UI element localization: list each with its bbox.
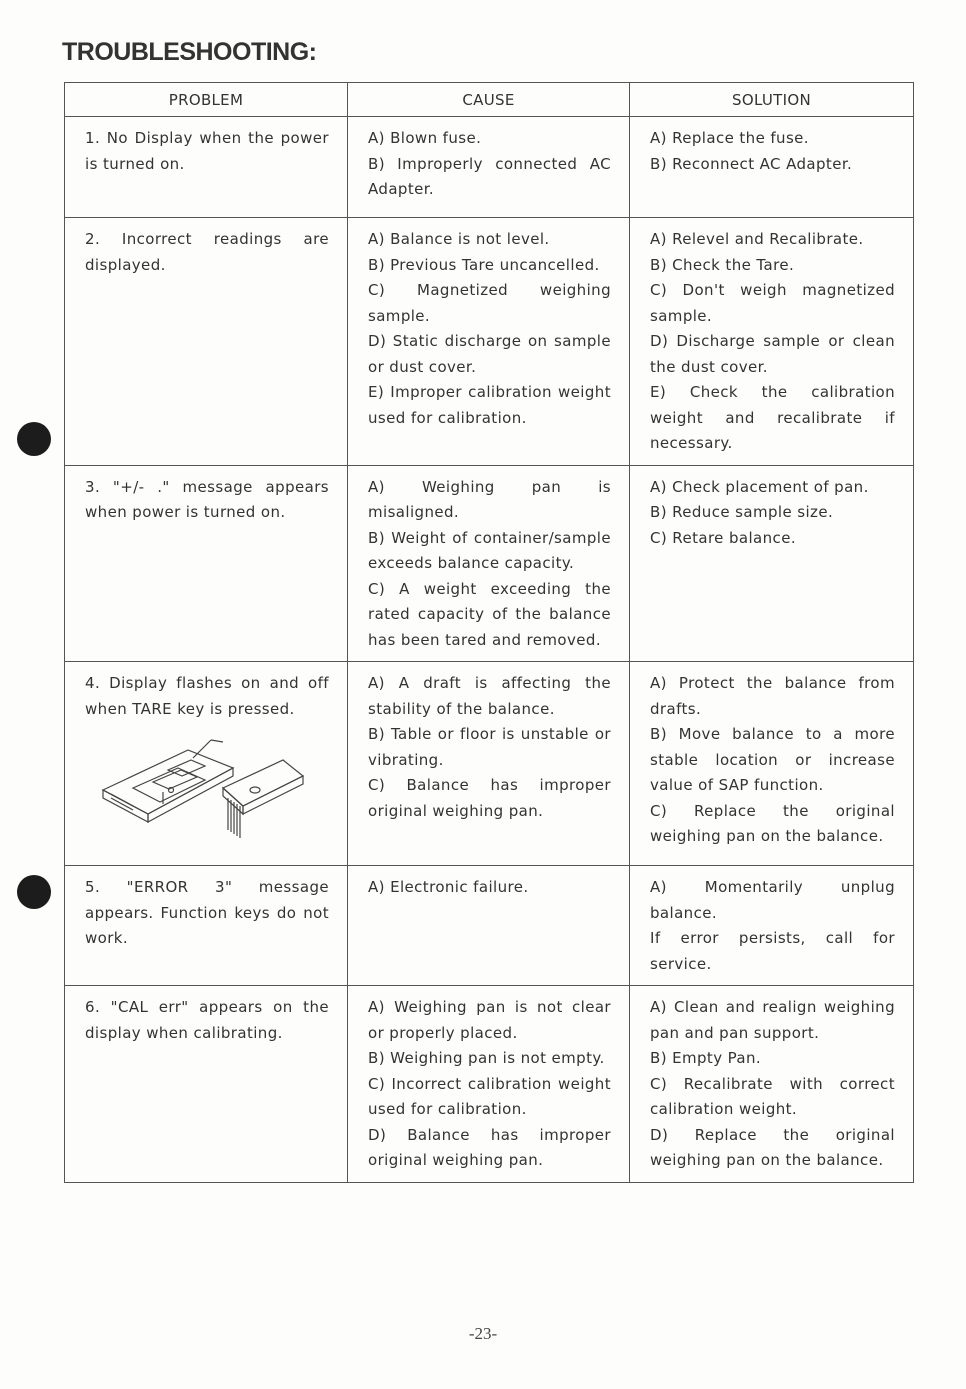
solution-item: B) Empty Pan.	[650, 1049, 762, 1067]
problem-cell	[65, 117, 348, 218]
solution-item: D) Discharge sample or clean the dust cover.	[650, 332, 895, 376]
table-row	[65, 986, 914, 1183]
cause-item: B) Weighing pan is not empty.	[368, 1049, 605, 1067]
cause-cell	[348, 662, 630, 866]
problem-cell	[65, 986, 348, 1183]
table-row	[65, 117, 914, 218]
header-solution: SOLUTION	[630, 83, 914, 117]
solution-cell	[630, 662, 914, 866]
cause-item: B) Improperly connected AC Adapter.	[368, 154, 611, 198]
solution-item: A) Relevel and Recalibrate.	[650, 230, 864, 248]
cause-item: A) Electronic failure.	[368, 878, 529, 896]
solution-item: E) Check the calibration weight and recalibrate if necessary.	[650, 383, 895, 452]
header-cause: CAUSE	[348, 83, 630, 117]
solution-item: B) Reduce sample size.	[650, 503, 834, 521]
solution-item: C) Replace the original weighing pan on the balance.	[650, 801, 895, 845]
problem-cell	[65, 465, 348, 662]
cause-item: B) Table or floor is unstable or vibrating.	[368, 725, 611, 769]
cause-item: C) Magnetized weighing sample.	[368, 281, 611, 325]
solution-cell	[630, 465, 914, 662]
cause-cell	[348, 218, 630, 466]
problem-cell	[65, 866, 348, 986]
cause-item: C) A weight exceeding the rated capacity of the balance has been tared and removed.	[368, 579, 611, 649]
cause-cell	[348, 465, 630, 662]
page-title: TROUBLESHOOTING:	[62, 38, 317, 66]
table-row	[65, 866, 914, 986]
cause-item: C) Incorrect calibration weight used for calibration.	[368, 1074, 611, 1118]
solution-cell	[630, 117, 914, 218]
cause-item: A) Blown fuse.	[368, 129, 482, 147]
solution-item: A) Momentarily unplug balance.	[650, 878, 895, 922]
solution-item: B) Move balance to a more stable location or increase value of SAP function.	[650, 725, 895, 794]
solution-item: A) Replace the fuse.	[650, 129, 809, 147]
cause-cell	[348, 866, 630, 986]
balance-illustration	[93, 730, 308, 842]
solution-item: C) Don't weigh magnetized sample.	[650, 281, 895, 325]
solution-item: B) Reconnect AC Adapter.	[650, 154, 853, 173]
solution-item: D) Replace the original weighing pan on the balance.	[650, 1125, 895, 1169]
table-header-row	[65, 83, 914, 117]
table-row	[65, 662, 914, 866]
problem-text: 5. "ERROR 3" message appears. Function keys do not work.	[85, 878, 329, 947]
problem-cell	[65, 662, 348, 866]
solution-cell	[630, 866, 914, 986]
cause-cell	[348, 117, 630, 218]
problem-cell	[65, 218, 348, 466]
solution-cell	[630, 986, 914, 1183]
table-row	[65, 218, 914, 466]
cause-cell	[348, 986, 630, 1183]
solution-item: A) Protect the balance from drafts.	[650, 674, 895, 718]
header-problem: PROBLEM	[65, 83, 348, 117]
solution-cell	[630, 218, 914, 466]
table-row	[65, 465, 914, 662]
cause-item: B) Weight of container/sample exceeds balance capacity.	[368, 528, 611, 572]
problem-text: 3. "+/- ." message appears when power is turned on.	[85, 477, 329, 521]
cause-item: B) Previous Tare uncancelled.	[368, 255, 600, 274]
problem-text: 4. Display flashes on and off when TARE key is pressed.	[85, 674, 329, 718]
solution-item: If error persists, call for service.	[650, 929, 895, 973]
cause-item: A) Balance is not level.	[368, 230, 550, 248]
binder-hole	[17, 422, 51, 456]
solution-item: B) Check the Tare.	[650, 255, 795, 274]
cause-item: C) Balance has improper original weighing pan.	[368, 776, 611, 820]
solution-item: C) Recalibrate with correct calibration weight.	[650, 1074, 895, 1118]
troubleshooting-table	[64, 82, 914, 1183]
cause-item: E) Improper calibration weight used for calibration.	[368, 383, 611, 427]
problem-text: 1. No Display when the power is turned on.	[85, 129, 329, 173]
cause-item: A) A draft is affecting the stability of the balance.	[368, 674, 611, 718]
binder-hole	[17, 875, 51, 909]
solution-item: A) Clean and realign weighing pan and pan support.	[650, 998, 895, 1042]
cause-item: D) Static discharge on sample or dust cover.	[368, 332, 611, 376]
problem-text: 6. "CAL err" appears on the display when calibrating.	[85, 998, 329, 1042]
solution-item: A) Check placement of pan.	[650, 477, 869, 496]
page-number: -23-	[468, 1324, 498, 1343]
cause-item: A) Weighing pan is misaligned.	[368, 477, 611, 521]
cause-item: A) Weighing pan is not clear or properly placed.	[368, 998, 611, 1042]
cause-item: D) Balance has improper original weighing pan.	[368, 1125, 611, 1169]
solution-item: C) Retare balance.	[650, 528, 797, 547]
problem-text: 2. Incorrect readings are displayed.	[85, 230, 329, 274]
